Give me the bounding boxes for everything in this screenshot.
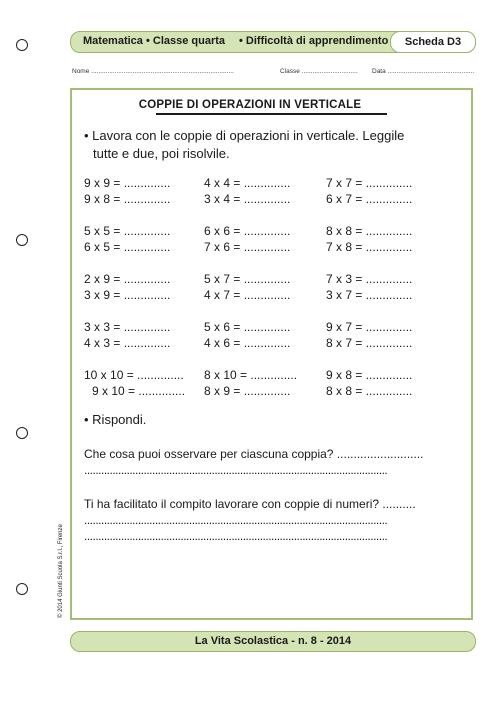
- exercise-item[interactable]: 9 x 9 = ..............: [84, 176, 171, 190]
- exercise-column-2: [204, 175, 297, 399]
- exercise-item[interactable]: 8 x 9 = ..............: [204, 384, 291, 398]
- exercise-item[interactable]: 5 x 6 = ..............: [204, 320, 291, 334]
- footer-bar: La Vita Scolastica - n. 8 - 2014: [70, 631, 476, 652]
- exercise-item[interactable]: 5 x 7 = ..............: [204, 272, 291, 286]
- exercise-item[interactable]: 8 x 10 = ..............: [204, 368, 298, 382]
- exercise-item[interactable]: 8 x 8 = ..............: [326, 224, 413, 238]
- exercise-item[interactable]: 3 x 9 = ..............: [84, 288, 171, 302]
- exercise-item[interactable]: 6 x 6 = ..............: [204, 224, 291, 238]
- exercise-item[interactable]: 4 x 7 = ..............: [204, 288, 291, 302]
- exercise-item[interactable]: 10 x 10 = ..............: [84, 368, 184, 382]
- sheet-label: Scheda D3: [390, 31, 476, 53]
- exercise-item[interactable]: 4 x 6 = ..............: [204, 336, 291, 350]
- instruction-1-line-1: • Lavora con le coppie di operazioni in verticale. Leggile: [84, 128, 405, 143]
- answer-line-2[interactable]: ...........................................................................................................: [84, 513, 388, 527]
- exercise-column-3: [326, 175, 412, 399]
- question-1: Che cosa puoi osservare per ciascuna coppia? ..........................: [84, 447, 424, 461]
- exercise-item[interactable]: 9 x 8 = ..............: [84, 192, 171, 206]
- exercise-item[interactable]: 6 x 7 = ..............: [326, 192, 413, 206]
- exercise-item[interactable]: 4 x 4 = ..............: [204, 176, 291, 190]
- class-field[interactable]: Classe ...............................: [280, 68, 358, 75]
- question-2: Ti ha facilitato il compito lavorare con coppie di numeri? ..........: [84, 497, 416, 511]
- binder-hole-3: [16, 427, 28, 439]
- name-field[interactable]: Nome ...............................................................................: [72, 68, 234, 75]
- exercise-item[interactable]: 9 x 7 = ..............: [326, 320, 413, 334]
- exercise-item[interactable]: 7 x 3 = ..............: [326, 272, 413, 286]
- header-area: • Difficoltà di apprendimento: [239, 35, 389, 47]
- exercise-item[interactable]: 7 x 8 = ..............: [326, 240, 413, 254]
- header-subject: Matematica • Classe quarta: [83, 35, 226, 47]
- exercise-item[interactable]: 8 x 7 = ..............: [326, 336, 413, 350]
- exercise-item[interactable]: 2 x 9 = ..............: [84, 272, 171, 286]
- date-field[interactable]: Data ................................................: [372, 68, 475, 75]
- answer-line-1[interactable]: ...........................................................................................................: [84, 463, 388, 477]
- exercise-item[interactable]: 7 x 7 = ..............: [326, 176, 413, 190]
- instruction-1-line-2: tutte e due, poi risolvile.: [93, 146, 230, 161]
- exercise-item[interactable]: 3 x 7 = ..............: [326, 288, 413, 302]
- exercise-column-1: [84, 175, 185, 399]
- binder-hole-1: [16, 39, 28, 51]
- copyright-notice: © 2014 Giunti Scuola S.r.l., Firenze: [58, 524, 64, 618]
- exercise-item[interactable]: 8 x 8 = ..............: [326, 384, 413, 398]
- exercise-item[interactable]: 6 x 5 = ..............: [84, 240, 171, 254]
- instruction-2: • Rispondi.: [84, 412, 147, 427]
- exercise-item[interactable]: 5 x 5 = ..............: [84, 224, 171, 238]
- exercise-item[interactable]: 9 x 8 = ..............: [326, 368, 413, 382]
- exercise-item[interactable]: 7 x 6 = ..............: [204, 240, 291, 254]
- answer-line-3[interactable]: ...........................................................................................................: [84, 529, 388, 543]
- binder-hole-4: [16, 583, 28, 595]
- exercise-item[interactable]: 3 x 4 = ..............: [204, 192, 291, 206]
- binder-hole-2: [16, 234, 28, 246]
- exercise-item[interactable]: 4 x 3 = ..............: [84, 336, 171, 350]
- exercise-item[interactable]: 9 x 10 = ..............: [92, 384, 186, 398]
- header-bar: [70, 31, 476, 53]
- worksheet-title: COPPIE DI OPERAZIONI IN VERTICALE: [138, 99, 362, 111]
- exercise-item[interactable]: 3 x 3 = ..............: [84, 320, 171, 334]
- title-underline: [156, 113, 387, 115]
